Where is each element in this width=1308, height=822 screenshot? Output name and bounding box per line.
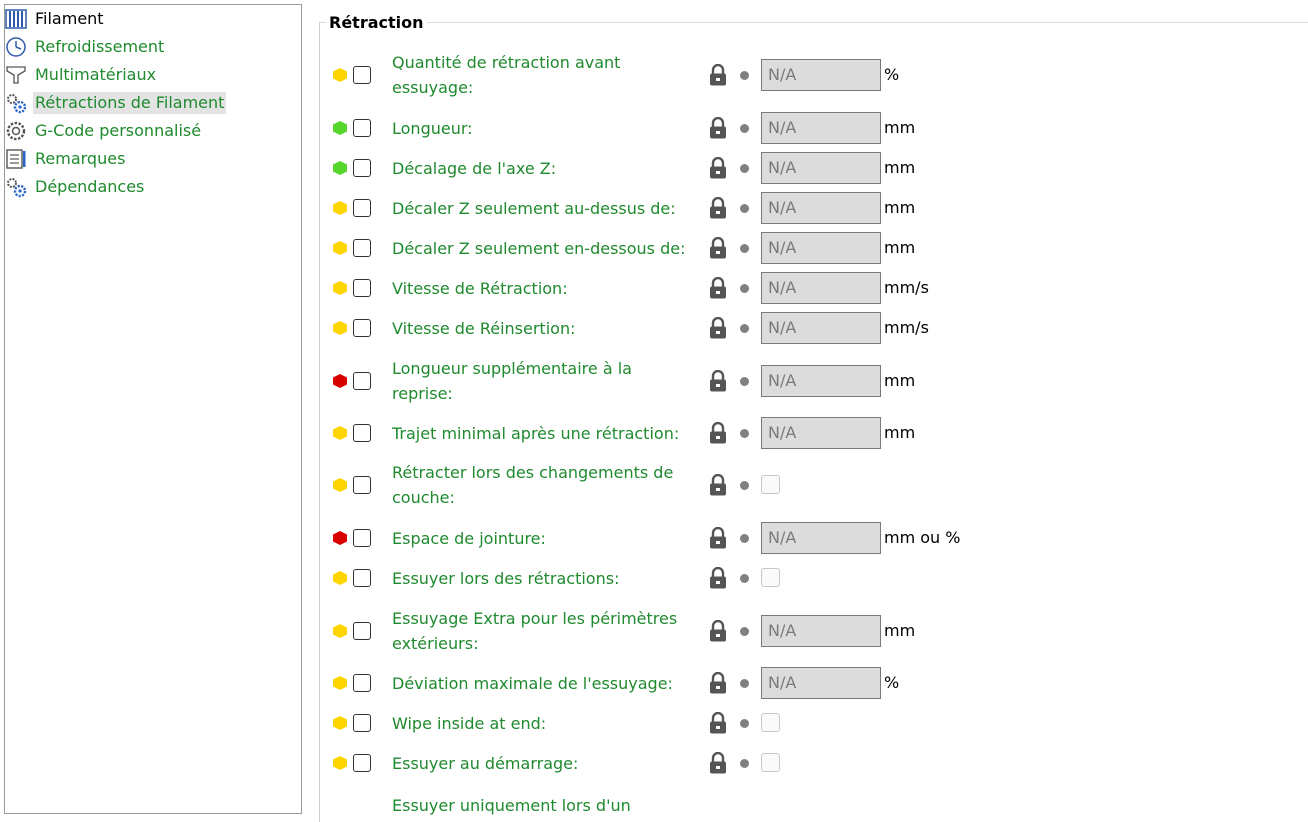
unit-label: mm: [884, 158, 916, 177]
bullet-dot-icon[interactable]: [740, 71, 749, 80]
lock-icon[interactable]: [708, 422, 728, 444]
value-field[interactable]: N/A: [761, 112, 881, 144]
sidebar-item-retractions[interactable]: [5, 90, 226, 116]
value-field[interactable]: N/A: [761, 417, 881, 449]
bullet-dot-icon[interactable]: [740, 719, 749, 728]
bullet-dot-icon[interactable]: [740, 324, 749, 333]
unit-label: mm/s: [884, 318, 929, 337]
sidebar-item-label: Remarques: [35, 149, 126, 168]
lock-icon[interactable]: [708, 157, 728, 179]
lock-icon[interactable]: [708, 117, 728, 139]
filament-spool-icon: [5, 8, 27, 30]
unit-label: mm: [884, 621, 916, 640]
lock-icon[interactable]: [708, 317, 728, 339]
sidebar-item-remarques[interactable]: [5, 146, 127, 172]
bullet-dot-icon[interactable]: [740, 534, 749, 543]
option-label: Longueur supplémentaire à la reprise:: [392, 359, 632, 403]
unit-label: mm: [884, 423, 916, 442]
lock-icon[interactable]: [708, 712, 728, 734]
unit-label: %: [884, 65, 900, 84]
bullet-dot-icon[interactable]: [740, 627, 749, 636]
option-enable-checkbox[interactable]: [353, 569, 371, 587]
option-enable-checkbox[interactable]: [353, 66, 371, 84]
bullet-dot-icon[interactable]: [740, 284, 749, 293]
sidebar-item-multimateriaux[interactable]: [5, 62, 158, 88]
bullet-dot-icon[interactable]: [740, 244, 749, 253]
bullet-dot-icon[interactable]: [740, 377, 749, 386]
value-field[interactable]: N/A: [761, 272, 881, 304]
sidebar-item-label: G-Code personnalisé: [35, 121, 202, 140]
lock-icon[interactable]: [708, 672, 728, 694]
option-enable-checkbox[interactable]: [353, 159, 371, 177]
value-field[interactable]: N/A: [761, 365, 881, 397]
option-label: Vitesse de Rétraction:: [392, 279, 568, 298]
value-field[interactable]: N/A: [761, 59, 881, 91]
value-field[interactable]: N/A: [761, 522, 881, 554]
bullet-dot-icon[interactable]: [740, 164, 749, 173]
sidebar-item-label: Refroidissement: [35, 37, 165, 56]
notes-icon: [5, 148, 27, 170]
option-label: Essuyer au démarrage:: [392, 754, 579, 773]
lock-icon[interactable]: [708, 752, 728, 774]
bullet-dot-icon[interactable]: [740, 481, 749, 490]
value-field[interactable]: N/A: [761, 232, 881, 264]
option-label: Décalage de l'axe Z:: [392, 159, 557, 178]
bullet-dot-icon[interactable]: [740, 429, 749, 438]
unit-label: mm: [884, 238, 916, 257]
bullet-dot-icon[interactable]: [740, 679, 749, 688]
option-enable-checkbox[interactable]: [353, 279, 371, 297]
option-enable-checkbox[interactable]: [353, 714, 371, 732]
option-label: Vitesse de Réinsertion:: [392, 319, 576, 338]
sidebar-item-label: Filament: [35, 9, 104, 28]
option-label: Essuyer uniquement lors d'un: [392, 796, 631, 815]
value-checkbox[interactable]: [761, 713, 780, 732]
sidebar-item-filament[interactable]: [5, 6, 106, 32]
bullet-dot-icon[interactable]: [740, 124, 749, 133]
option-enable-checkbox[interactable]: [353, 199, 371, 217]
bullet-dot-icon[interactable]: [740, 204, 749, 213]
bullet-dot-icon[interactable]: [740, 574, 749, 583]
sidebar-item-refroidissement[interactable]: [5, 34, 166, 60]
option-label: Wipe inside at end:: [392, 714, 547, 733]
value-field[interactable]: N/A: [761, 192, 881, 224]
unit-label: %: [884, 673, 900, 692]
lock-icon[interactable]: [708, 370, 728, 392]
option-enable-checkbox[interactable]: [353, 239, 371, 257]
option-label: Quantité de rétraction avant essuyage:: [392, 53, 621, 97]
unit-label: mm ou %: [884, 528, 961, 547]
option-enable-checkbox[interactable]: [353, 529, 371, 547]
gears-icon: [5, 176, 27, 198]
group-title: Rétraction: [326, 13, 427, 32]
sidebar-item-gcode[interactable]: [5, 118, 203, 144]
option-enable-checkbox[interactable]: [353, 372, 371, 390]
option-enable-checkbox[interactable]: [353, 754, 371, 772]
option-label: Rétracter lors des changements de couche:: [392, 463, 674, 507]
option-enable-checkbox[interactable]: [353, 119, 371, 137]
lock-icon[interactable]: [708, 237, 728, 259]
option-label: Déviation maximale de l'essuyage:: [392, 674, 673, 693]
option-label: Espace de jointure:: [392, 529, 546, 548]
option-label: Essuyage Extra pour les périmètres extérieurs:: [392, 609, 678, 653]
value-checkbox[interactable]: [761, 475, 780, 494]
lock-icon[interactable]: [708, 620, 728, 642]
funnel-icon: [5, 64, 27, 86]
value-field[interactable]: N/A: [761, 312, 881, 344]
clock-icon: [5, 36, 27, 58]
lock-icon[interactable]: [708, 567, 728, 589]
sidebar-item-label: Dépendances: [35, 177, 145, 196]
gear-icon: [5, 120, 27, 142]
bullet-dot-icon[interactable]: [740, 759, 749, 768]
lock-icon[interactable]: [708, 527, 728, 549]
option-enable-checkbox[interactable]: [353, 319, 371, 337]
sidebar-item-dependances[interactable]: [5, 174, 146, 200]
option-enable-checkbox[interactable]: [353, 424, 371, 442]
unit-label: mm: [884, 371, 916, 390]
unit-label: mm/s: [884, 278, 929, 297]
option-enable-checkbox[interactable]: [353, 476, 371, 494]
option-label: Trajet minimal après une rétraction:: [392, 424, 680, 443]
value-field[interactable]: N/A: [761, 615, 881, 647]
option-label: Essuyer lors des rétractions:: [392, 569, 620, 588]
lock-icon[interactable]: [708, 197, 728, 219]
value-field[interactable]: N/A: [761, 152, 881, 184]
value-field[interactable]: N/A: [761, 667, 881, 699]
lock-icon[interactable]: [708, 277, 728, 299]
value-checkbox[interactable]: [761, 753, 780, 772]
value-checkbox[interactable]: [761, 568, 780, 587]
option-enable-checkbox[interactable]: [353, 674, 371, 692]
gears-icon: [5, 92, 27, 114]
option-label: Décaler Z seulement au-dessus de:: [392, 199, 676, 218]
sidebar-item-label: Multimatériaux: [35, 65, 157, 84]
unit-label: mm: [884, 118, 916, 137]
option-enable-checkbox[interactable]: [353, 622, 371, 640]
option-label: Longueur:: [392, 119, 473, 138]
lock-icon[interactable]: [708, 474, 728, 496]
unit-label: mm: [884, 198, 916, 217]
lock-icon[interactable]: [708, 64, 728, 86]
option-label: Décaler Z seulement en-dessous de:: [392, 239, 686, 258]
sidebar-item-label: Rétractions de Filament: [35, 93, 225, 112]
